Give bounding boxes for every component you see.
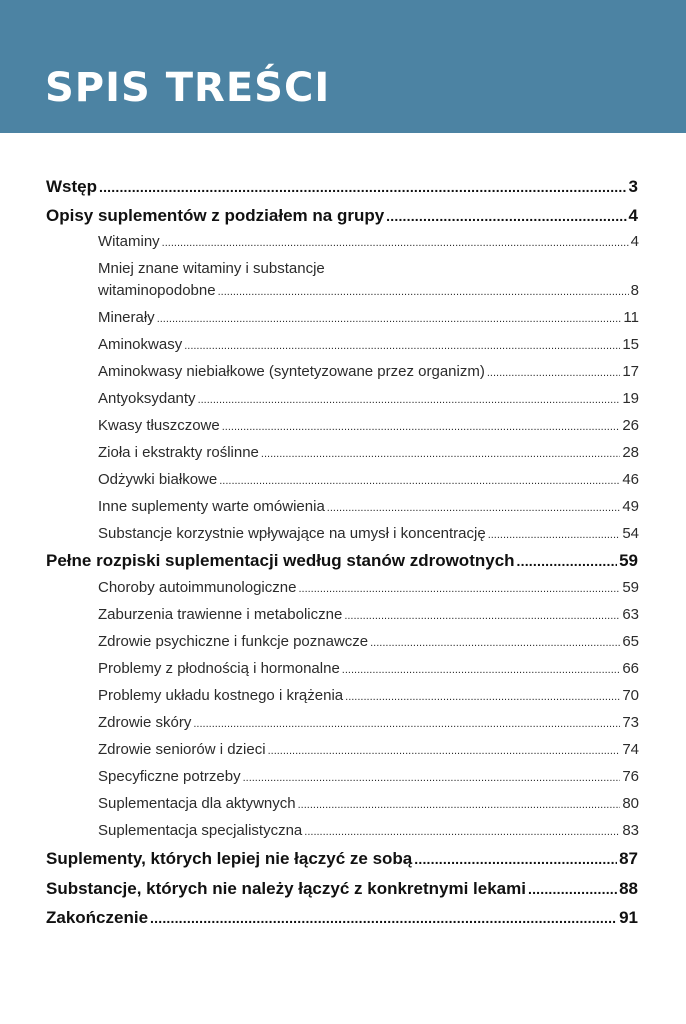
toc-entry-substancje-leki[interactable] xyxy=(46,879,638,899)
toc-page-number: 4 xyxy=(630,233,639,250)
toc-page-number: 28 xyxy=(622,444,639,461)
dot-leader xyxy=(304,826,620,838)
toc-page-number: 66 xyxy=(622,660,639,677)
toc-page-number: 73 xyxy=(622,714,639,731)
toc-entry-label: Minerały xyxy=(98,309,155,326)
toc-entry-label: Zdrowie seniorów i dzieci xyxy=(98,741,266,758)
toc-entry-label: Kwasy tłuszczowe xyxy=(98,417,220,434)
toc-entry-label: Suplementy, których lepiej nie łączyć ze sobą xyxy=(46,849,413,868)
toc-subentry[interactable] xyxy=(98,660,639,677)
toc-entry-label: Zioła i ekstrakty roślinne xyxy=(98,444,259,461)
toc-subentry[interactable] xyxy=(98,309,639,326)
toc-page-number: 65 xyxy=(622,633,639,650)
toc-subentry[interactable] xyxy=(98,444,639,461)
toc-subentry[interactable] xyxy=(98,795,639,812)
toc-subentry[interactable] xyxy=(98,233,639,250)
page-title: SPIS TREŚCI xyxy=(45,65,331,111)
toc-entry-label: Opisy suplementów z podziałem na grupy xyxy=(46,206,385,225)
toc-entry-label: Pełne rozpiski suplementacji według stanów zdrowotnych xyxy=(46,551,515,570)
toc-entry-label: Problemy z płodnością i hormonalne xyxy=(98,660,340,677)
toc-entry-label: Antyoksydanty xyxy=(98,390,196,407)
toc-page-number: 4 xyxy=(628,206,638,225)
dot-leader xyxy=(193,718,620,730)
toc-page-number: 49 xyxy=(622,498,639,515)
dot-leader xyxy=(517,553,618,569)
toc-page-number: 26 xyxy=(622,417,639,434)
toc-subentry[interactable] xyxy=(98,417,639,434)
toc-page-number: 11 xyxy=(623,309,639,326)
toc-subentry[interactable] xyxy=(98,741,639,758)
toc-entry-label: Specyficzne potrzeby xyxy=(98,768,241,785)
toc-entry-label: Problemy układu kostnego i krążenia xyxy=(98,687,344,704)
dot-leader xyxy=(327,502,621,514)
toc-entry-label: Odżywki białkowe xyxy=(98,471,218,488)
toc-subentry[interactable] xyxy=(98,282,639,299)
toc-page-number: 3 xyxy=(628,177,638,196)
toc-page-number: 70 xyxy=(622,687,639,704)
toc-subentry[interactable] xyxy=(98,579,639,596)
toc-entry-label: Suplementacja dla aktywnych xyxy=(98,795,296,812)
toc-subentry[interactable] xyxy=(98,471,639,488)
toc-entry-label-line1: Mniej znane witaminy i substancje xyxy=(98,260,325,277)
toc-page-number: 76 xyxy=(622,768,639,785)
dot-leader xyxy=(99,179,627,195)
toc-subentry[interactable] xyxy=(98,525,639,542)
toc-subentry[interactable] xyxy=(98,714,639,731)
toc-entry-label: Zdrowie skóry xyxy=(98,714,192,731)
toc-entry-wstep[interactable] xyxy=(46,177,638,197)
dot-leader xyxy=(243,772,621,784)
dot-leader xyxy=(219,475,620,487)
toc-page-number: 59 xyxy=(619,551,638,570)
toc-entry-label: Wstęp xyxy=(46,177,97,196)
toc-entry-label: Aminokwasy xyxy=(98,336,183,353)
dot-leader xyxy=(150,910,617,926)
dot-leader xyxy=(157,313,622,325)
dot-leader xyxy=(342,664,621,676)
toc-page-number: 46 xyxy=(622,471,639,488)
toc-page-number: 15 xyxy=(622,336,639,353)
dot-leader xyxy=(162,237,629,249)
dot-leader xyxy=(488,529,621,541)
header-banner xyxy=(0,0,686,133)
toc-page-number: 80 xyxy=(622,795,639,812)
toc-entry-opisy[interactable] xyxy=(46,206,638,226)
toc-entry-label: Suplementacja specjalistyczna xyxy=(98,822,303,839)
toc-page-number: 63 xyxy=(622,606,639,623)
toc-subentry[interactable] xyxy=(98,363,639,380)
toc-page-number: 19 xyxy=(622,390,639,407)
toc-subentry[interactable] xyxy=(98,606,639,623)
dot-leader xyxy=(268,745,621,757)
toc-entry-label: Inne suplementy warte omówienia xyxy=(98,498,325,515)
toc-page-number: 87 xyxy=(619,849,638,868)
toc-subentry[interactable] xyxy=(98,687,639,704)
toc-page-number: 54 xyxy=(622,525,639,542)
toc-entry-label: Aminokwasy niebiałkowe (syntetyzowane przez organizm) xyxy=(98,363,485,380)
dot-leader xyxy=(370,637,620,649)
toc-entry-label: Choroby autoimmunologiczne xyxy=(98,579,297,596)
toc-entry-label: witaminopodobne xyxy=(98,282,216,299)
toc-page-number: 91 xyxy=(619,908,638,927)
toc-page-number: 59 xyxy=(622,579,639,596)
toc-page-number: 17 xyxy=(622,363,639,380)
toc-page-number: 8 xyxy=(630,282,639,299)
dot-leader xyxy=(298,583,620,595)
dot-leader xyxy=(298,799,621,811)
toc-entry-label: Substancje, których nie należy łączyć z konkretnymi lekami xyxy=(46,879,526,898)
dot-leader xyxy=(198,394,621,406)
toc-page-number: 88 xyxy=(619,879,638,898)
dot-leader xyxy=(344,610,620,622)
toc-entry-zakonczenie[interactable] xyxy=(46,908,638,928)
toc-entry-suplementy-nie-laczyc[interactable] xyxy=(46,849,638,869)
toc-page-number: 74 xyxy=(622,741,639,758)
dot-leader xyxy=(414,851,617,867)
toc-subentry[interactable] xyxy=(98,336,639,353)
dot-leader xyxy=(386,208,626,224)
toc-entry-label: Zaburzenia trawienne i metaboliczne xyxy=(98,606,343,623)
toc-subentry[interactable] xyxy=(98,390,639,407)
dot-leader xyxy=(528,881,617,897)
toc-subentry[interactable] xyxy=(98,822,639,839)
toc-entry-label: Substancje korzystnie wpływające na umysł i koncentrację xyxy=(98,525,486,542)
toc-entry-label: Zakończenie xyxy=(46,908,149,927)
toc-subentry[interactable] xyxy=(98,498,639,515)
dot-leader xyxy=(261,448,620,460)
toc-entry-label: Zdrowie psychiczne i funkcje poznawcze xyxy=(98,633,369,650)
dot-leader xyxy=(218,286,629,298)
dot-leader xyxy=(222,421,621,433)
dot-leader xyxy=(184,340,620,352)
toc-entry-pelne-rozpiski[interactable] xyxy=(46,551,638,571)
dot-leader xyxy=(487,367,620,379)
toc-subentry[interactable] xyxy=(98,768,639,785)
toc-entry-label: Witaminy xyxy=(98,233,160,250)
toc-subentry[interactable] xyxy=(98,633,639,650)
toc-page-number: 83 xyxy=(622,822,639,839)
dot-leader xyxy=(345,691,620,703)
